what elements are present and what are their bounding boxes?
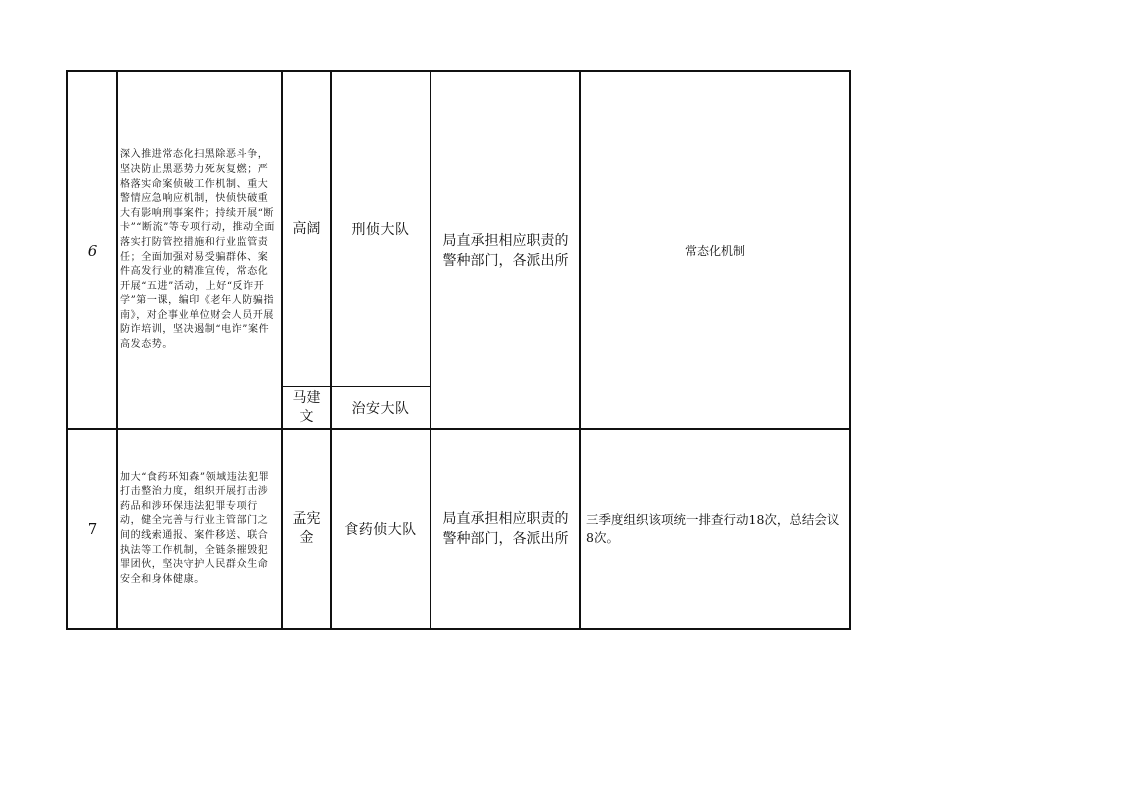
row-7-index: 7: [87, 520, 98, 538]
row-6-unit-1: 刑侦大队: [351, 222, 410, 238]
col-divider: [430, 70, 432, 630]
table-border-left: [66, 70, 68, 630]
row-7-leader: 孟宪金: [292, 511, 321, 546]
table-border-top: [66, 70, 851, 72]
table-border-right: [849, 70, 851, 630]
col-divider: [579, 70, 581, 630]
col-divider: [330, 70, 332, 630]
row-divider: [66, 428, 851, 430]
col-divider: [116, 70, 118, 630]
row-6-progress: 常态化机制: [684, 243, 745, 258]
row-6-unit-2: 治安大队: [351, 400, 410, 417]
col-divider: [281, 70, 283, 630]
row-7-progress: 三季度组织该项统一排查行动18次，总结会议8次。: [586, 512, 840, 545]
row-6-leader-1: 高阔: [292, 220, 321, 237]
row-7-unit: 食药侦大队: [344, 522, 417, 538]
table-border-bottom: [66, 628, 851, 630]
row-7-responsibility: 局直承担相应职责的警种部门，各派出所: [442, 511, 569, 547]
row-7-task: 加大“食药环知森”领域违法犯罪打击整治力度，组织开展打击涉药品和涉环保违法犯罪专项行动，健全完善与行业主管部门之间的线索通报、案件移送、联合执法等工作机制，全链条摧毁犯罪团伙，坚决守护人民群众生命安全和身体健康。: [120, 471, 270, 585]
subrow-divider: [281, 386, 431, 387]
row-6-responsibility: 局直承担相应职责的警种部门，各派出所: [442, 232, 569, 269]
row-6-leader-2: 马建文: [292, 389, 321, 425]
row-6-task: 深入推进常态化扫黑除恶斗争，坚决防止黑恶势力死灰复燃；严格落实命案侦破工作机制、重大警情应急响应机制，快侦快破重大有影响刑事案件；持续开展“断卡”“断流”等专项行动，推动全面落实打防管控措施和行业监管责任；全面加强对易受骗群体、案件高发行业的精准宣传，常态化开展“五进”活动，上好“反诈开学”第一课，编印《老年人防骗指南》，对企事业单位财会人员开展防诈培训，坚决遏制“电诈”案件高发态势。: [120, 149, 275, 351]
row-6-index: 6: [87, 241, 98, 260]
